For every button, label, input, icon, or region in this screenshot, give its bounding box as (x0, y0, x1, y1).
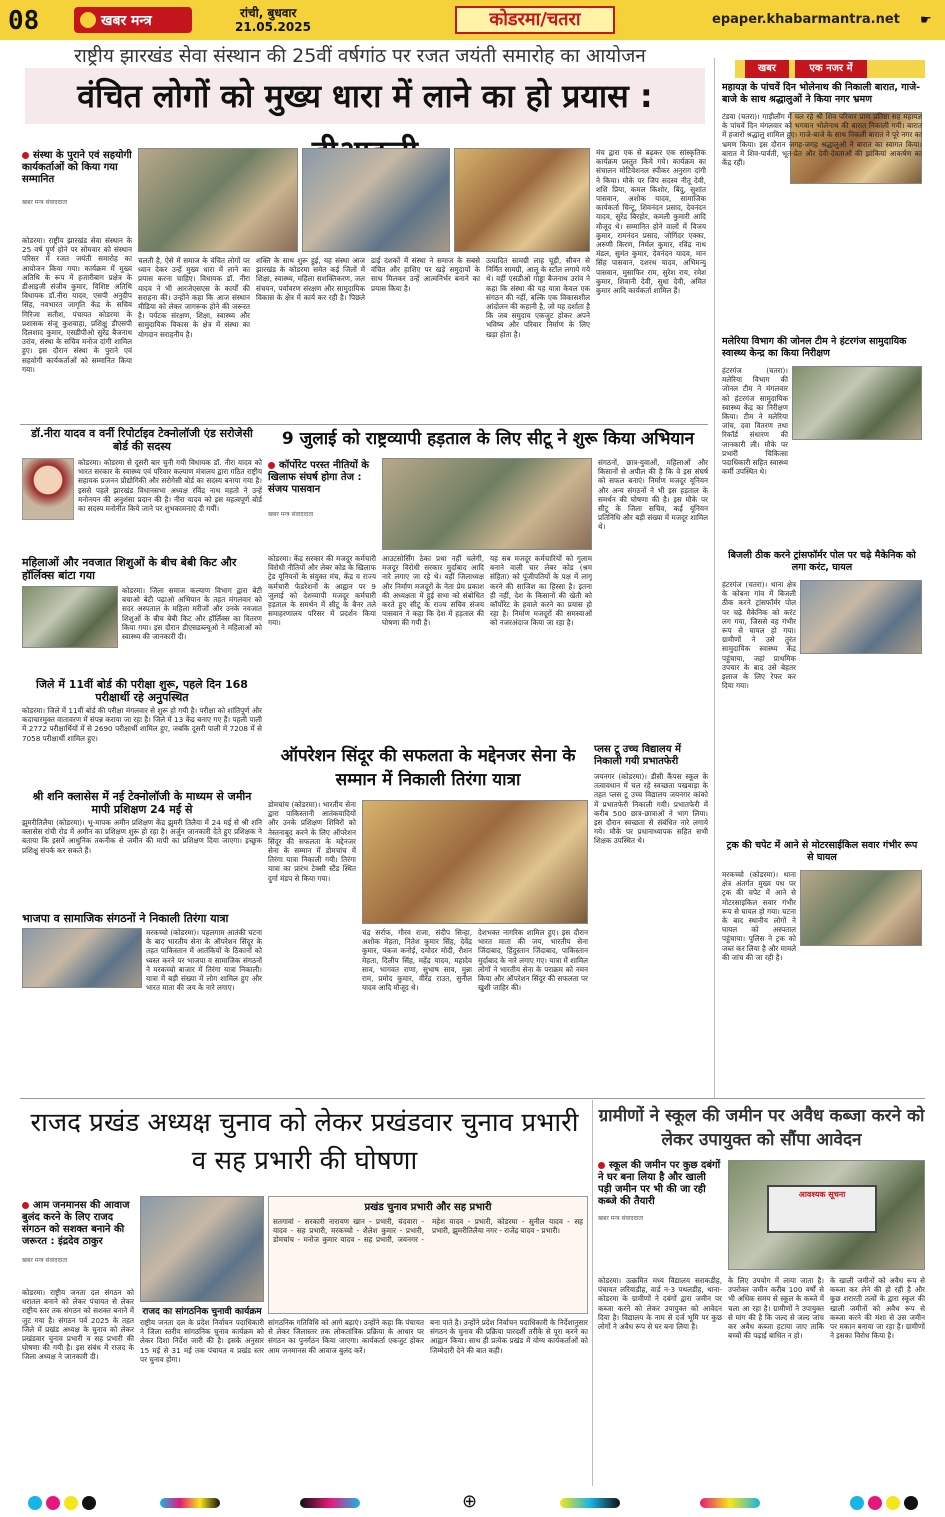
rajad-body-4: बना पाते है। उन्होंने प्रदेश निर्वाचन पदाधिकारी के निर्देशानुसार संगठन के चुनाव की प्रक्रिया पारदर्शी तरीके से पूरा करने का आह्वान किया। साथ ही प्रत्येक प्रखंड में योग्य कार्यकर्ताओं को जिम्मेदारी देने की बात कही। (430, 1318, 588, 1355)
babykit-body: कोडरमा। जिला समाज कल्याण विभाग द्वारा बेटी बचाओ बेटी पढ़ाओ अभियान के तहत मंगलवार को सदर अस्पताल के महिला मरीजों और उनके नवजात शिशुओं के बीच बेबी किट और हॉर्लिक्स का वितरण किया गया। इस दौरान डीएसडब्ल्यूओ ने महिलाओं को स्वास्थ्य की जानकारी दी। (122, 586, 262, 642)
glance-banner (735, 60, 925, 78)
brand-name: खबर मन्त्र (101, 12, 152, 29)
reg-dot-magenta-2 (868, 1496, 882, 1510)
current-photo (800, 580, 922, 654)
lead-byline: खबर मन्त्र संवाददाता (22, 199, 68, 206)
rajad-body-1: कोडरमा। राष्ट्रीय जनता दल संगठन को धरातल बनाने को लेकर पंचायत से लेकर राष्ट्रीय स्तर तक संगठन को सशक्त बनाने में जुट गया है। संगठन पर्व 2025 के तहत जिले में प्रखंड अध्यक्ष के चुनाव को लेकर प्रखंडवार चुनाव प्रभारी व सह प्रभारी की घोषणा की गयी है। इस संबंध में राजद के जिला अध्यक्ष ने जानकारी दी। (22, 1288, 134, 1362)
glance-label: एक नजर में (795, 60, 867, 78)
sindoor-body-1: डोमचांच (कोडरमा)। भारतीय सेना द्वारा पाकिस्तानी आतंकवादियों और उनके प्रशिक्षण शिविरों को नेस्तनाबूद करने के लिए ऑपरेशन सिंदूर की सफलता के मद्देनजर सेना के सम्मान में डोमचांच में तिरंगा यात्रा निकाली गयी। तिरंगा यात्रा का प्रारंभ टेक्सी स्टैंड स्थित दुर्गा मंडप से किया गया। (268, 800, 356, 883)
amin-body: झुमरीतिलैया (कोडरमा)। भू-मापक अमीन प्रशिक्षण केंद्र झुमरी तिलैया में 24 मई से श्री शनि क्लासेस रांची रोड में अमीन का प्रशिक्षण शुरू हो रहा है। अर्जुन जानकारी देते हुए प्रशिक्षक ने बताया कि इसमें आधुनिक तकनीक से जमीन की मापी का प्रशिक्षण दिया जाएगा। इच्छुक प्रशिक्षु संपर्क कर सकते हैं। (22, 818, 262, 855)
rajad-sub-block: आम जनमानस की आवाज बुलंद करने के लिए राजद संगठन को सशक्त बनाने की जरूरत : इंद्रदेव ठाकुर खबर मन्त्र संवाददाता (22, 1200, 134, 1266)
cursor-icon: ☛ (920, 13, 932, 28)
lead-headline: वंचित लोगों को मुख्य धारा में लाने का हो प्रयास : (25, 68, 705, 124)
current-head: बिजली ठीक करने ट्रांसफॉर्मर पोल पर चढ़े मैकेनिक को लगा करंट, घायल (728, 550, 916, 573)
registration-strip (0, 1490, 945, 1517)
reg-dot-black-2 (904, 1496, 918, 1510)
glance-badge: खबर (745, 60, 789, 78)
reg-dot-yellow (64, 1496, 78, 1510)
strike-byline: खबर मन्त्र संवाददाता (268, 511, 314, 518)
truck-head: ट्रक की चपेट में आने से मोटरसाईकिल सवार गंभीर रूप से घायल (726, 840, 918, 863)
reg-dot-cyan (28, 1496, 42, 1510)
reg-dot-magenta (46, 1496, 60, 1510)
notice-board (767, 1185, 877, 1233)
rajad-box-head: प्रखंड चुनाव प्रभारी और सह प्रभारी (364, 1202, 492, 1213)
school-headline: प्लस टू उच्च विद्यालय में निकाली गयी प्रभातफेरी (594, 744, 681, 767)
malaria-body: हंटरगंज (चतरा)। मलेरिया विभाग की जोनल टीम ने मंगलवार को हंटरगंज सामुदायिक स्वास्थ्य केंद्र का निरीक्षण किया। टीम ने मलेरिया जांच, दवा वितरण तथा रिकॉर्ड संधारण की जानकारी ली। मौके पर प्रभारी चिकित्सा पदाधिकारी सहित स्वास्थ्य कर्मी उपस्थित थे। (722, 366, 788, 477)
lead-body-3: शक्ति के साथ शुरू हुई, यह संस्था आज झारखंड के कोडरमा समेत कई जिलों में शिक्षा, स्वास्थ्य, महिला सशक्तिकरण, जल संचयन, पर्यावरण संरक्षण और सामुदायिक विकास के क्षेत्र में कार्य कर रही है। पिछले ढाई दशकों में संस्था ने समाज के सबसे वंचित और हाशिए पर खड़े समुदायों के साथ मिलकर उन्हें आत्मनिर्भर बनाने का प्रयास किया है। (256, 256, 480, 302)
page-number: 08 (8, 6, 40, 36)
reg-bar-3 (560, 1498, 620, 1508)
malaria-photo (792, 366, 922, 440)
land-sub-block: स्कूल की जमीन पर कुछ दबंगों ने घर बना लिया है और खाली पड़ी जमीन पर भी की जा रही कब्जे की तैयारी खबर मन्त्र संवाददाता (598, 1160, 721, 1222)
rajad-photo (140, 1196, 264, 1302)
bullet-icon (22, 152, 29, 159)
sindoor-body-2: चंद्र सर्राफ, गौरव राजा, संदीप सिन्हा, अशोक मेहता, नितेश कुमार सिंह, देवेंद्र कुमार, पंकज कनोई, दमोदर मोदी, रौशन मेहता, दिलीप सिंह, महेंद्र यादव, महादेव साव, भागवत राणा, सुभाष साव, मुन्ना राम, प्रमोद कुमार, वीरेंद्र राउत, सुनील यादव आदि मौजूद थे। (362, 928, 472, 993)
rajad-box-body: सतगावां - सरकारी नारायण खान - प्रभारी, चंदवारा - यादव - सह प्रभारी, मरकच्चो - शैलेश कुमार - प्रभारी, डोमचांच - मनोज कुमार यादव - सह प्रभारी, जयनगर - महेश यादव - प्रभारी, कोडरमा - सुनील यादव - सह प्रभारी, झुमरीतिलैया नगर - राजेंद्र यादव - प्रभारी। (273, 1217, 583, 1245)
bullet-icon (22, 1202, 29, 1209)
school-body: जयनगर (कोडरमा)। डीसी कैंपस स्कूल के तत्वावधान में चल रहे स्वच्छता पखवाड़ा के तहत प्लस टू उच्च विद्यालय जयनगर कांको में प्रभातफेरी निकाली गयी। प्रभातफेरी में करीब 500 छात्र-छात्राओं ने भाग लिया। इस दौरान स्वच्छता से संबंधित नारे लगाये गये। मौके पर प्रधानाध्यापक सहित सभी शिक्षक उपस्थित थे। (594, 772, 708, 846)
lead-photo-2 (302, 148, 450, 252)
exam-head: जिले में 11वीं बोर्ड की परीक्षा शुरू, पहले दिन 168 परीक्षार्थी रहे अनुपस्थित (36, 678, 248, 704)
crosshair-icon: ⊕ (462, 1491, 478, 1512)
strike-headline: 9 जुलाई को राष्ट्रव्यापी हड़ताल के लिए सीटू ने शुरू किया अभियान (281, 429, 695, 449)
truck-photo (800, 870, 922, 946)
lead-kicker: राष्ट्रीय झारखंड सेवा संस्थान की 25वीं वर्षगांठ पर रजत जयंती समारोह का आयोजन (74, 45, 646, 67)
strike-body-4: संगठनों, छात्र-युवाओं, महिलाओं और किसानों से अपील की है कि वे इस संघर्ष को सफल बनाएं। निर्माण मजदूर यूनियन और अन्य संगठनों ने भी इस हड़ताल के समर्थन की घोषणा की है। इस मौके पर सीटू के जिला सचिव, कई यूनियन प्रतिनिधि और बड़ी संख्या में मजदूर शामिल थे। (598, 458, 708, 532)
masthead (0, 0, 945, 40)
lead-body-2: चलती है, ऐसे में समाज के वंचित लोगों पर ध्यान देकर उन्हें मुख्य धारा में लाने का प्रयास करना चाहिए। विधायक डॉ. नीरा यादव ने भी आरजेएसएस के कार्यों की सराहना की। उन्होंने कहा कि आज संस्थान मीडिया को लेकर जागरूक होने की जरूरत है। पर्यटक संरक्षण, शिक्षा, स्वास्थ्य और सामुदायिक विकास के क्षेत्र में संस्था का योगदान सराहनीय है। (138, 256, 250, 339)
lead-body-4: उत्पादित सामग्री लाह चूड़ी, सीवन से निर्मित सामग्री, आलू के स्टॉल लगाये गये थे। वहीं एसडीओ गोड्डा बैजनाथ उरांव ने कहा कि संस्था की यह यात्रा केवल एक संगठन की नहीं, बल्कि एक विकासशील आंदोलन की कहानी है, जो यह दर्शाता है कि जब समुदाय एकजुट होकर अपने भविष्य और परिवार निर्माण के लिए खड़ा होता है। (486, 256, 590, 339)
rajad-caption: राजद का सांगठनिक चुनावी कार्यक्रम (142, 1307, 262, 1317)
land-byline: खबर मन्त्र संवाददाता (598, 1215, 644, 1222)
lead-body-5: मंच द्वारा एक से बढ़कर एक सांस्कृतिक कार्यक्रम प्रस्तुत किये गये। कार्यक्रम का संचालन मोटिवेशनल स्पीकर अनुराग दांगी ने किया। मौके पर जिप सदस्य नीतू देवी, शशि प्रिया, कमल किशोर, बिंदु, सुशांत पासवान, अशोक यादव, सामाजिक कार्यकर्ता चिन्टू, शिवनंदन प्रसाद, देवनंदन यादव, सुरेंद्र बिरहोर, कमली कुमारी आदि मौजूद थे। सम्मानित होने वालों में विजय कुमार, रामनंदन प्रसाद, जोगिंदर एक्का, अरुणी किरण, निर्मल कुमार, रविंद्र नाथ मंडल, सुमंत कुमार, देवनंदन यादव, मान सिंह पासवान, दशरथ यादव, अभिमन्यु पासवान, मुसाफिर राम, सुरेश राय, रमेश कुमार, शिवानी देवी, सुधा देवी, अमित कुमार आदि कार्यकर्ता शामिल हैं। (596, 148, 706, 296)
babykit-head: महिलाओं और नवजात शिशुओं के बीच बेबी किट और हॉर्लिक्स बांटा गया (22, 556, 237, 582)
epaper-url[interactable]: epaper.khabarmantra.net (712, 12, 900, 27)
rajad-body-2: राष्ट्रीय जनता दल के प्रदेश निर्वाचन पदाधिकारी ने जिला स्तरीय सांगठनिक चुनाव कार्यक्रम को लेकर दिशा निर्देश जारी की है। इसके अनुसार 15 मई से 31 मई तक पंचायत व प्रखंड स्तर पर चुनाव होगा। (140, 1318, 264, 1364)
strike-body-2: आउटसोर्सिंग ठेका प्रथा नहीं चलेगी, मजदूर विरोधी सरकार मुर्दाबाद आदि नारे लगाए जा रहे थे। वहीं जिलाध्यक्ष और निर्माण मजदूरों के नेता प्रेम प्रकाश की अध्यक्षता में हुई सभा को संबोधित करते हुए सीटू के राज्य सचिव संजय पासवान ने कहा कि देश में हड़ताल की घोषणा की गयी है। (382, 554, 484, 628)
tiranga-photo (22, 928, 142, 988)
rajad-body-3: सांगठनिक गतिविधि को आगे बढ़ाएं। उन्होंने कहा कि पंचायत से लेकर जिलास्तर तक लोकतांत्रिक प्रक्रिया के आधार पर संगठन का पुनर्गठन किया जाएगा। कार्यकर्ता एकजुट होकर आम जनमानस की आवाज बुलंद करें। (268, 1318, 424, 1355)
baraat-body: टंडवा (चतरा)। गाड़ीलौंग में चल रहे श्री शिव परिवार प्राण प्रतिष्ठा सह महायज्ञ के पांचवें दिन मंगलवार को भगवान भोलेनाथ की बारात निकाली गयी। बारात में हजारों श्रद्धालु शामिल हुए। गाजे-बाजे के साथ निकली बारात ने पूरे नगर का भ्रमण किया। इस दौरान जगह-जगह श्रद्धालुओं ने बारात का स्वागत किया। बारात में शिव-पार्वती, भूत-प्रेत और देवी-देवताओं की झांकियां आकर्षण का केंद्र रहीं। (722, 112, 922, 168)
reg-bar-4 (700, 1498, 760, 1508)
bullet-icon (598, 1162, 605, 1169)
rajad-headline: राजद प्रखंड अध्यक्ष चुनाव को लेकर प्रखंडवार चुनाव प्रभारी व सह प्रभारी की घोषणा (30, 1108, 579, 1176)
sindoor-headline: ऑपरेशन सिंदूर की सफलता के मद्देनजर सेना के सम्मान में निकाली तिरंगा यात्रा (280, 746, 576, 790)
malaria-head: मलेरिया विभाग की जोनल टीम ने हंटरगंज सामुदायिक स्वास्थ्य केन्द्र का किया निरीक्षण (722, 336, 907, 359)
land-body-1: कोडरमा। उत्क्रमित मध्य विद्यालय सराकडीह, पंचायत लरियाडीह, वार्ड न-3 पथलडीह, थाना-कोडरमा के ग्रामीणों ने दबंगों द्वारा जमीन पर कब्जा करने को लेकर उपायुक्त को आवेदन दिया है। विद्यालय के नाम से दर्ज भूमि पर कुछ लोगों ने अवैध रूप से घर बना लिया है। (598, 1276, 722, 1332)
bullet-icon (268, 462, 275, 469)
neera-portrait (22, 458, 74, 520)
land-headline: ग्रामीणों ने स्कूल की जमीन पर अवैध कब्जा करने को लेकर उपायुक्त को सौंपा आवेदन (598, 1106, 925, 1150)
amin-head: श्री शनि क्लासेस में नई टेक्नोलॉजी के माध्यम से जमीन मापी प्रशिक्षण 24 मई से (32, 790, 252, 816)
reg-bar-2 (300, 1498, 360, 1508)
brand-logo (74, 7, 192, 33)
sindoor-body-3: देशभक्त नागरिक शामिल हुए। इस दौरान भारत माता की जय, भारतीय सेना जिंदाबाद, हिंदुस्तान जिंदाबाद, पाकिस्तान मुर्दाबाद के नारे लगाए गए। यात्रा में शामिल लोगों ने भारतीय सेना के पराक्रम को नमन किया और ऑपरेशन सिंदूर की सफलता पर खुशी जाहिर की। (478, 928, 588, 993)
notice-title: आवश्यक सूचना (798, 1190, 846, 1199)
sindoor-photo (362, 800, 588, 924)
lead-sub: संस्था के पुराने एवं सहयोगी कार्यकर्ताओं को किया गया सम्मानित खबर मन्त्र संवाददाता (22, 150, 132, 206)
neera-head: डॉ.नीरा यादव व वर्नी रिपोर्टाइव टेक्नोलॉजी एंड सरोजेसी बोर्ड की सदस्य (31, 427, 253, 453)
issue-date: 21.05.2025 (235, 20, 311, 34)
neera-body: कोडरमा। कोडरमा से दूसरी बार चुनी गयी विधायक डॉ. नीरा यादव को भारत सरकार के स्वास्थ्य एवं परिवार कल्याण मंत्रालय द्वारा गठित राष्ट्रीय सहायक प्रजनन प्रौद्योगिकी और सरोगेसी बोर्ड का सदस्य बनाया गया है। इससे पहले झारखंड विधानसभा अध्यक्ष रविंद्र नाथ महतो ने उन्हें मनोनयन की अनुशंसा प्रदान की है। नीरा यादव को इस महत्वपूर्ण बोर्ड का सदस्य मनोनीत किये जाने पर शुभकामनाएं दी गयीं। (78, 458, 262, 514)
strike-body-3: यह सब मजदूर कर्मचारियों को गुलाम बनाने वाली चार लेबर कोड (श्रम संहिता) को पूंजीपतियों के पक्ष में लागू करने की साजिश का हिस्सा है। इतना ही नहीं, देश के किसानों की खेती को कॉर्पोरेट के हवाले करने का प्रयास हो रहा है। निर्माण मजदूरों की समस्याओं को नजरअंदाज किया जा रहा है। (490, 554, 592, 628)
land-body-3: के खाली जमीनों को अवैध रूप से कब्जा कर लेने की हो रही है और कुछ शरारती तत्वों के द्वारा स्कूल की खाली जमीनों को अवैध रूप से कब्जा करने की मंशा से उस जमीन पर मकान बनाया जा रहा है। ग्रामीणों ने इसका विरोध किया है। (830, 1276, 925, 1341)
lead-photo-3 (454, 148, 590, 252)
exam-body: कोडरमा। जिले में 11वीं बोर्ड की परीक्षा मंगलवार से शुरू हो गयी है। परीक्षा को शांतिपूर्ण और कदाचारमुक्त वातावरण में संपन्न कराया जा रहा है। जिले में 13 केंद्र बनाए गए हैं। पहली पाली में 2772 परीक्षार्थियों में से 2690 परीक्षार्थी शामिल हुए, जबकि दूसरी पाली में 7208 में से 7058 परीक्षार्थी शामिल हुए। (22, 706, 262, 743)
reg-dot-cyan-2 (850, 1496, 864, 1510)
reg-dot-yellow-2 (886, 1496, 900, 1510)
tiranga-head: भाजपा व सामाजिक संगठनों ने निकाली तिरंगा यात्रा (22, 912, 229, 925)
babykit-photo (22, 586, 118, 648)
current-body: हंटरगंज (चतरा)। थाना क्षेत्र के कोबना गांव में बिजली ठीक करने ट्रांसफॉर्मर पोल पर चढ़े मैकेनिक को करंट लग गया, जिससे वह गंभीर रूप से घायल हो गया। ग्रामीणों ने उसे तुरंत सामुदायिक स्वास्थ्य केंद्र पहुंचाया, जहां प्राथमिक उपचार के बाद उसे बेहतर इलाज के लिए रेफर कर दिया गया। (722, 580, 796, 691)
strike-photo (382, 458, 592, 550)
truck-body: मरकच्चो (कोडरमा)। थाना क्षेत्र अंतर्गत मुख्य पथ पर ट्रक की चपेट में आने से मोटरसाइकिल सवार गंभीर रूप से घायल हो गया। घटना के बाद स्थानीय लोगों ने घायल को अस्पताल पहुंचाया। पुलिस ने ट्रक को जब्त कर लिया है और मामले की जांच की जा रही है। (722, 870, 796, 962)
tiranga-body: मरकच्चो (कोडरमा)। पहलगाम आतंकी घटना के बाद भारतीय सेना के ऑपरेशन सिंदूर के तहत पाकिस्तान में आतंकियों के ठिकानों को ध्वस्त करने पर भाजपा व सामाजिक संगठनों ने मरकच्चो बाजार में तिरंगा यात्रा निकाली। यात्रा में बड़ी संख्या में लोग शामिल हुए और भारत माता की जय के नारे लगाए। (146, 928, 262, 993)
land-photo (728, 1160, 925, 1270)
strike-body-1: कोडरमा। केंद्र सरकार की मजदूर कर्मचारी विरोधी नीतियों और लेबर कोड के खिलाफ ट्रेड यूनियनों के संयुक्त मंच, केंद्र व राज्य कर्मचारी फेडरेशनों के आह्वान पर 9 जुलाई को देशव्यापी मजदूर कर्मचारी हड़ताल के समर्थन में सीटू के बैनर तले समाहरणालय परिसर में प्रदर्शन किया गया। (268, 554, 376, 628)
rajad-byline: खबर मन्त्र संवाददाता (22, 1257, 68, 1264)
section-title: कोडरमा/चतरा (455, 6, 615, 34)
lead-photo-1 (138, 148, 298, 252)
city-day: रांची, बुधवार (240, 6, 297, 20)
brand-icon (80, 12, 96, 28)
rajad-box (268, 1196, 588, 1314)
land-body-2: के लिए उपयोग में लाया जाता है। उपरोक्त जमीन करीब 100 वर्षों से भी अधिक समय से स्कूल के कब्जे में चला आ रहा है। ग्रामीणों ने उपायुक्त से मांग की है कि जल्द से जल्द जांच कर अवैध कब्जा हटाया जाए ताकि बच्चों की पढ़ाई बाधित न हो। (728, 1276, 824, 1341)
strike-sub-block: कॉर्पोरेट परस्त नीतियों के खिलाफ संघर्ष होगा तेज : संजय पासवान खबर मन्त्र संवाददाता (268, 460, 378, 520)
baraat-head: महायज्ञ के पांचवें दिन भोलेनाथ की निकाली बारात, गाजे-बाजे के साथ श्रद्धालुओं ने किया नगर भ्रमण (722, 82, 921, 105)
lead-body-1: कोडरमा। राष्ट्रीय झारखंड सेवा संस्थान के 25 वर्ष पूर्ण होने पर सोमवार को संस्थान परिसर में रजत जयंती समारोह का आयोजन किया गया। कार्यक्रम में मुख्य अतिथि के रूप में हजारीबाग प्रक्षेत्र के डीआइजी संजीव कुमार, विशिष्ट अतिथि विधायक डॉ.नीरा यादव, एसपी अनुदीप सिंह, नवभारत जागृति केंद्र के सचिव गिरिजा सतीश, पंचायत कोडरमा के प्रशासक संजू कुशवाहा, प्रशिक्षु डीएसपी दिलशाद कुमार, एसडीपीओ सुरेंद्र बैजनाथ उरांव, संस्था के सचिव मनोज दांगी शामिल हुए। इस दौरान संस्था के पुराने एवं सहयोगी कार्यकर्ताओं को सम्मानित किया गया। (22, 236, 132, 374)
reg-dot-black (82, 1496, 96, 1510)
reg-bar-1 (160, 1498, 220, 1508)
